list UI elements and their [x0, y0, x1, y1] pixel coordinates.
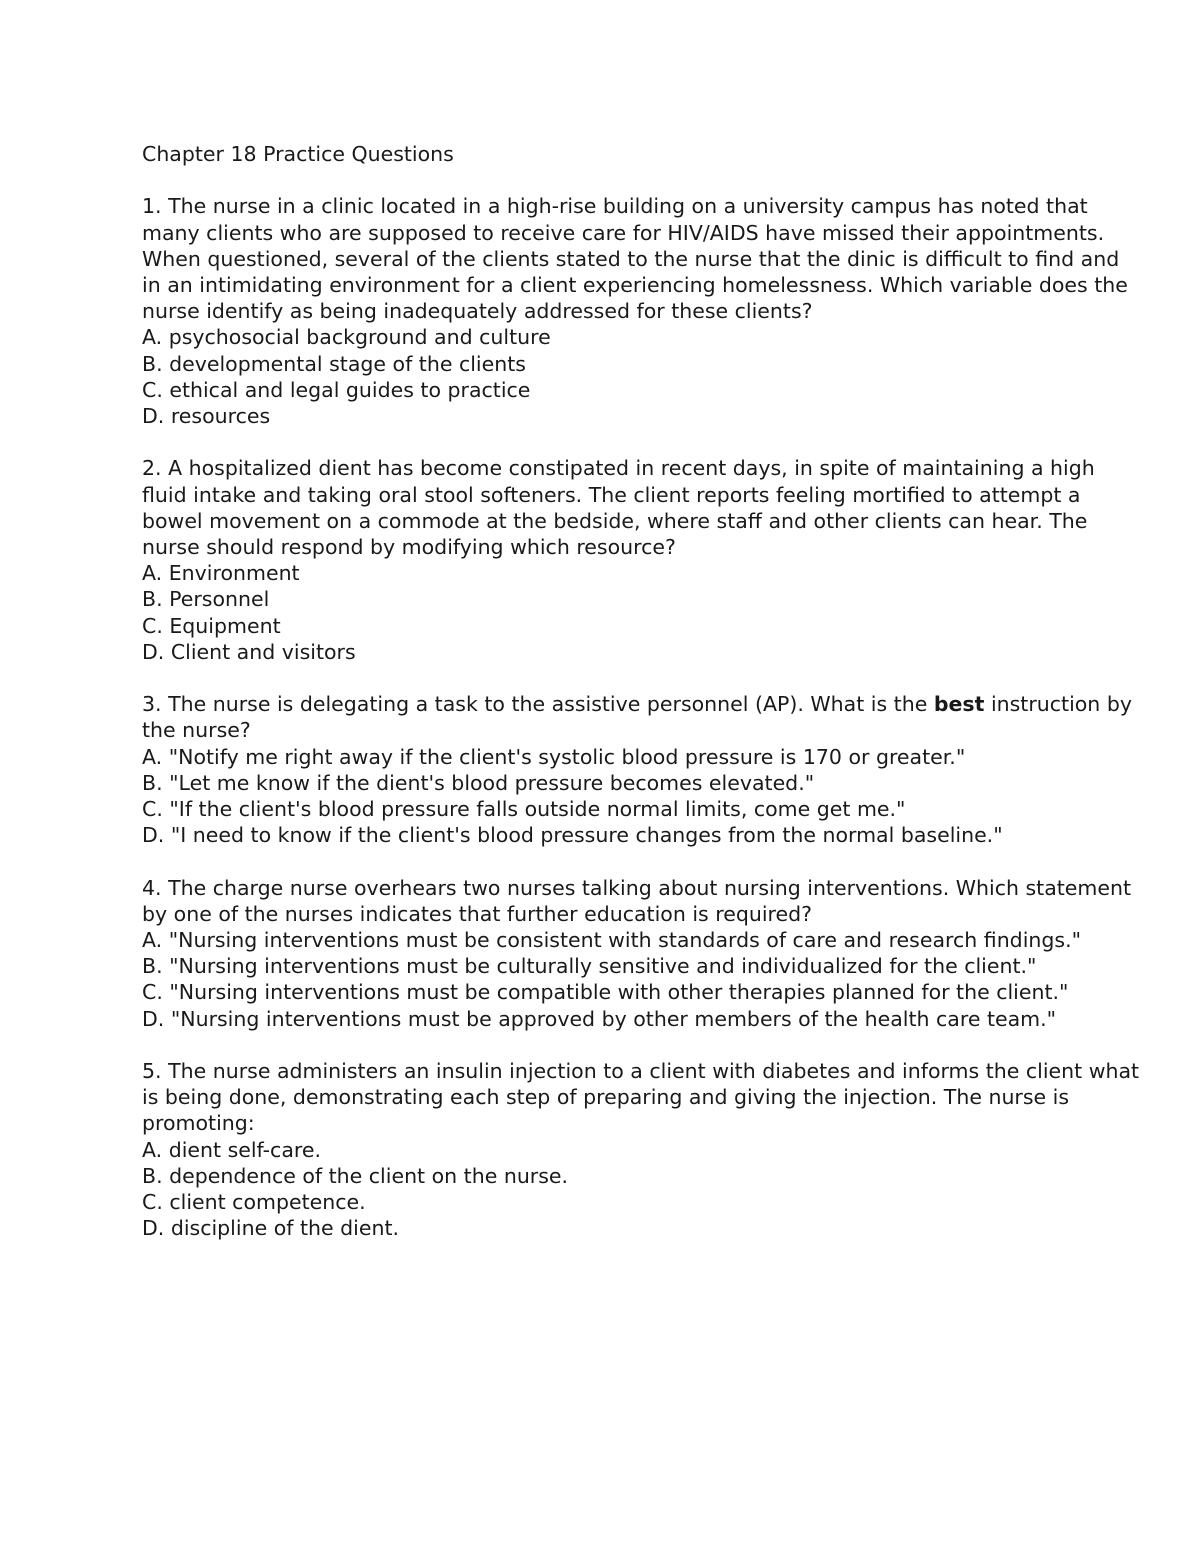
question-3-option-a: A. "Notify me right away if the client's systolic blood pressure is 170 or greater." [142, 744, 966, 769]
page-title: Chapter 18 Practice Questions [142, 142, 454, 166]
question-5-option-b: B. dependence of the client on the nurse. [142, 1163, 569, 1188]
question-5-option-a: A. dient self-care. [142, 1137, 321, 1162]
question-3 [142, 691, 1142, 848]
question-3-option-b: B. "Let me know if the dient's blood pressure becomes elevated." [142, 770, 815, 795]
question-2-option-b: B. Personnel [142, 587, 270, 612]
question-4-option-d: D. "Nursing interventions must be approved by other members of the health care team." [142, 1006, 1057, 1031]
question-5-option-d: D. discipline of the dient. [142, 1216, 400, 1241]
question-2-option-a: A. Environment [142, 561, 300, 586]
question-3-option-d: D. "I need to know if the client's blood pressure changes from the normal baseline." [142, 823, 1003, 848]
question-3-option-c: C. "If the client's blood pressure falls outside normal limits, come get me." [142, 797, 906, 822]
question-3-stem-end: instruction by the nurse? [142, 692, 1132, 743]
question-1 [142, 193, 1142, 429]
question-5-option-c: C. client competence. [142, 1190, 366, 1215]
question-4-option-a: A. "Nursing interventions must be consistent with standards of care and research findings." [142, 928, 1082, 953]
question-5 [142, 1058, 1142, 1241]
question-3-stem-emphasis: best [933, 692, 985, 717]
question-2-stem: 2. A hospitalized dient has become constipated in recent days, in spite of maintaining a high fluid intake and taking oral stool softeners. The client reports feeling mortified to attempt a bowel movement on a commode at the bedside, where staff and other clients can hear. The nurse should respond by modifying which resource? [142, 456, 1095, 560]
question-1-option-b: B. developmental stage of the clients [142, 351, 526, 376]
question-3-stem-start: 3. The nurse is delegating a task to the assistive personnel (AP). What is the [142, 692, 934, 717]
question-1-option-c: C. ethical and legal guides to practice [142, 377, 531, 402]
question-2 [142, 455, 1142, 665]
question-3-stem [142, 691, 1142, 743]
question-5-stem: 5. The nurse administers an insulin injection to a client with diabetes and informs the client what is being done, demonstrating each step of preparing and giving the injection. The nurse is promoting: [142, 1059, 1140, 1136]
question-2-option-c: C. Equipment [142, 613, 281, 638]
document-body [142, 141, 1142, 1268]
question-4-option-c: C. "Nursing interventions must be compatible with other therapies planned for the client." [142, 980, 1069, 1005]
question-4-option-b: B. "Nursing interventions must be culturally sensitive and individualized for the client." [142, 954, 1037, 979]
question-2-option-d: D. Client and visitors [142, 639, 356, 664]
question-1-stem: 1. The nurse in a clinic located in a high-rise building on a university campus has noted that many clients who are supposed to receive care for HIV/AIDS have missed their appointments. When questioned, several of the clients stated to the nurse that the dinic is difficult to find and in an intimidating environment for a client experiencing homelessness. Which variable does the nurse identify as being inadequately addressed for these clients? [142, 194, 1128, 324]
question-4 [142, 875, 1142, 1032]
question-4-stem: 4. The charge nurse overhears two nurses talking about nursing interventions. Which statement by one of the nurses indicates that further education is required? [142, 875, 1132, 926]
question-1-option-a: A. psychosocial background and culture [142, 325, 551, 350]
question-1-option-d: D. resources [142, 404, 271, 429]
